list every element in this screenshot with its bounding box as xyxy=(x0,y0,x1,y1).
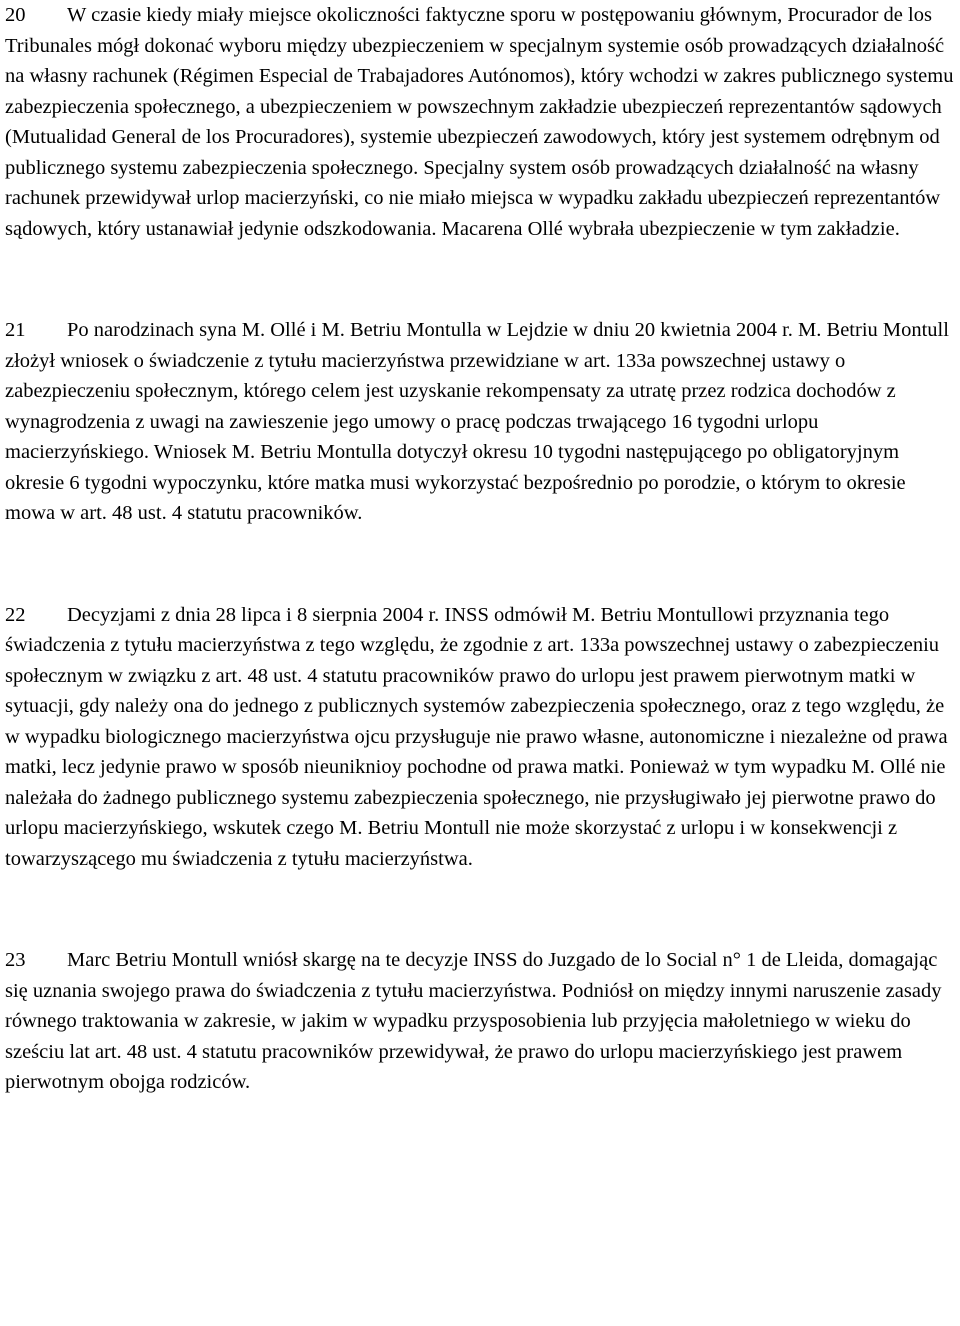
paragraph-23 xyxy=(5,945,957,1098)
paragraph-text: W czasie kiedy miały miejsce okoliczności faktyczne sporu w postępowaniu głównym, Procurador de los Tribunales mógł dokonać wyboru między ubezpieczeniem w specjalnym systemie osób prowadzących działalność na własny rachunek (Régimen Especial de Trabajadores Autónomos), który wchodzi w zakres publicznego systemu zabezpieczenia społecznego, a ubezpieczeniem w powszechnym zakładzie ubezpieczeń reprezentantów sądowych (Mutualidad General de los Procuradores), systemie ubezpieczeń zawodowych, który jest systemem odrębnym od publicznego systemu zabezpieczenia społecznego. Specjalny system osób prowadzących działalność na własny rachunek przewidywał urlop macierzyński, co nie miało miejsca w wypadku zakładu ubezpieczeń reprezentantów sądowych, który ustanawiał jedynie odszkodowania. Macarena Ollé wybrała ubezpieczenie w tym zakładzie. xyxy=(5,4,954,240)
paragraph-text: Decyzjami z dnia 28 lipca i 8 sierpnia 2004 r. INSS odmówił M. Betriu Montullowi przyznania tego świadczenia z tytułu macierzyństwa z tego względu, że zgodnie z art. 133a powszechnej ustawy o zabezpieczeniu społecznym w związku z art. 48 ust. 4 statutu pracowników prawo do urlopu jest prawem pierwotnym matki w sytuacji, gdy należy ona do jednego z publicznych systemów zabezpieczenia społecznego, oraz z tego względu, że w wypadku biologicznego macierzyństwa ojcu przysługuje nie prawo własne, autonomiczne i niezależne od prawa matki, lecz jedynie prawo w sposób nieuniknioy pochodne od prawa matki. Ponieważ w tym wypadku M. Ollé nie należała do żadnego publicznego systemu zabezpieczenia społecznego, nie przysługiwało jej pierwotne prawo do urlopu macierzyńskiego, wskutek czego M. Betriu Montull nie może skorzystać z urlopu i w konsekwencji z towarzyszącego mu świadczenia z tytułu macierzyństwa. xyxy=(5,603,948,870)
paragraph-21 xyxy=(5,315,957,529)
paragraph-number: 22 xyxy=(5,603,26,626)
paragraph-number: 23 xyxy=(5,949,26,971)
paragraph-number: 20 xyxy=(5,4,26,26)
paragraph-text: Po narodzinach syna M. Ollé i M. Betriu Montulla w Lejdzie w dniu 20 kwietnia 2004 r. M. Betriu Montull złożył wniosek o świadczenie z tytułu macierzyństwa przewidziane w art. 133a powszechnej ustawy o zabezpieczeniu społecznym, którego celem jest uzyskanie rekompensaty za utratę przez rodzica dochodów z wynagrodzenia z uwagi na zawieszenie jego umowy o pracę podczas trwającego 16 tygodni urlopu macierzyńskiego. Wniosek M. Betriu Montulla dotyczył okresu 10 tygodni następującego po obligatoryjnym okresie 6 tygodni wypoczynku, które matka musi wykorzystać bezpośrednio po porodzie, o którym to okresie mowa w art. 48 ust. 4 statutu pracowników. xyxy=(5,319,949,524)
document-page xyxy=(5,0,957,1098)
paragraph-text: Marc Betriu Montull wniósł skargę na te decyzje INSS do Juzgado de lo Social n° 1 de Lleida, domagając się uznania swojego prawa do świadczenia z tytułu macierzyństwa. Podniósł on między innymi naruszenie zasady równego traktowania w zakresie, w jakim w wypadku przysposobienia lub przyjęcia małoletniego w wieku do sześciu lat art. 48 ust. 4 statutu pracowników przewidywał, że prawo do urlopu macierzyńskiego jest prawem pierwotnym obojga rodziców. xyxy=(5,949,942,1093)
paragraph-22 xyxy=(5,600,957,875)
paragraph-number: 21 xyxy=(5,319,26,341)
paragraph-20 xyxy=(5,0,957,244)
